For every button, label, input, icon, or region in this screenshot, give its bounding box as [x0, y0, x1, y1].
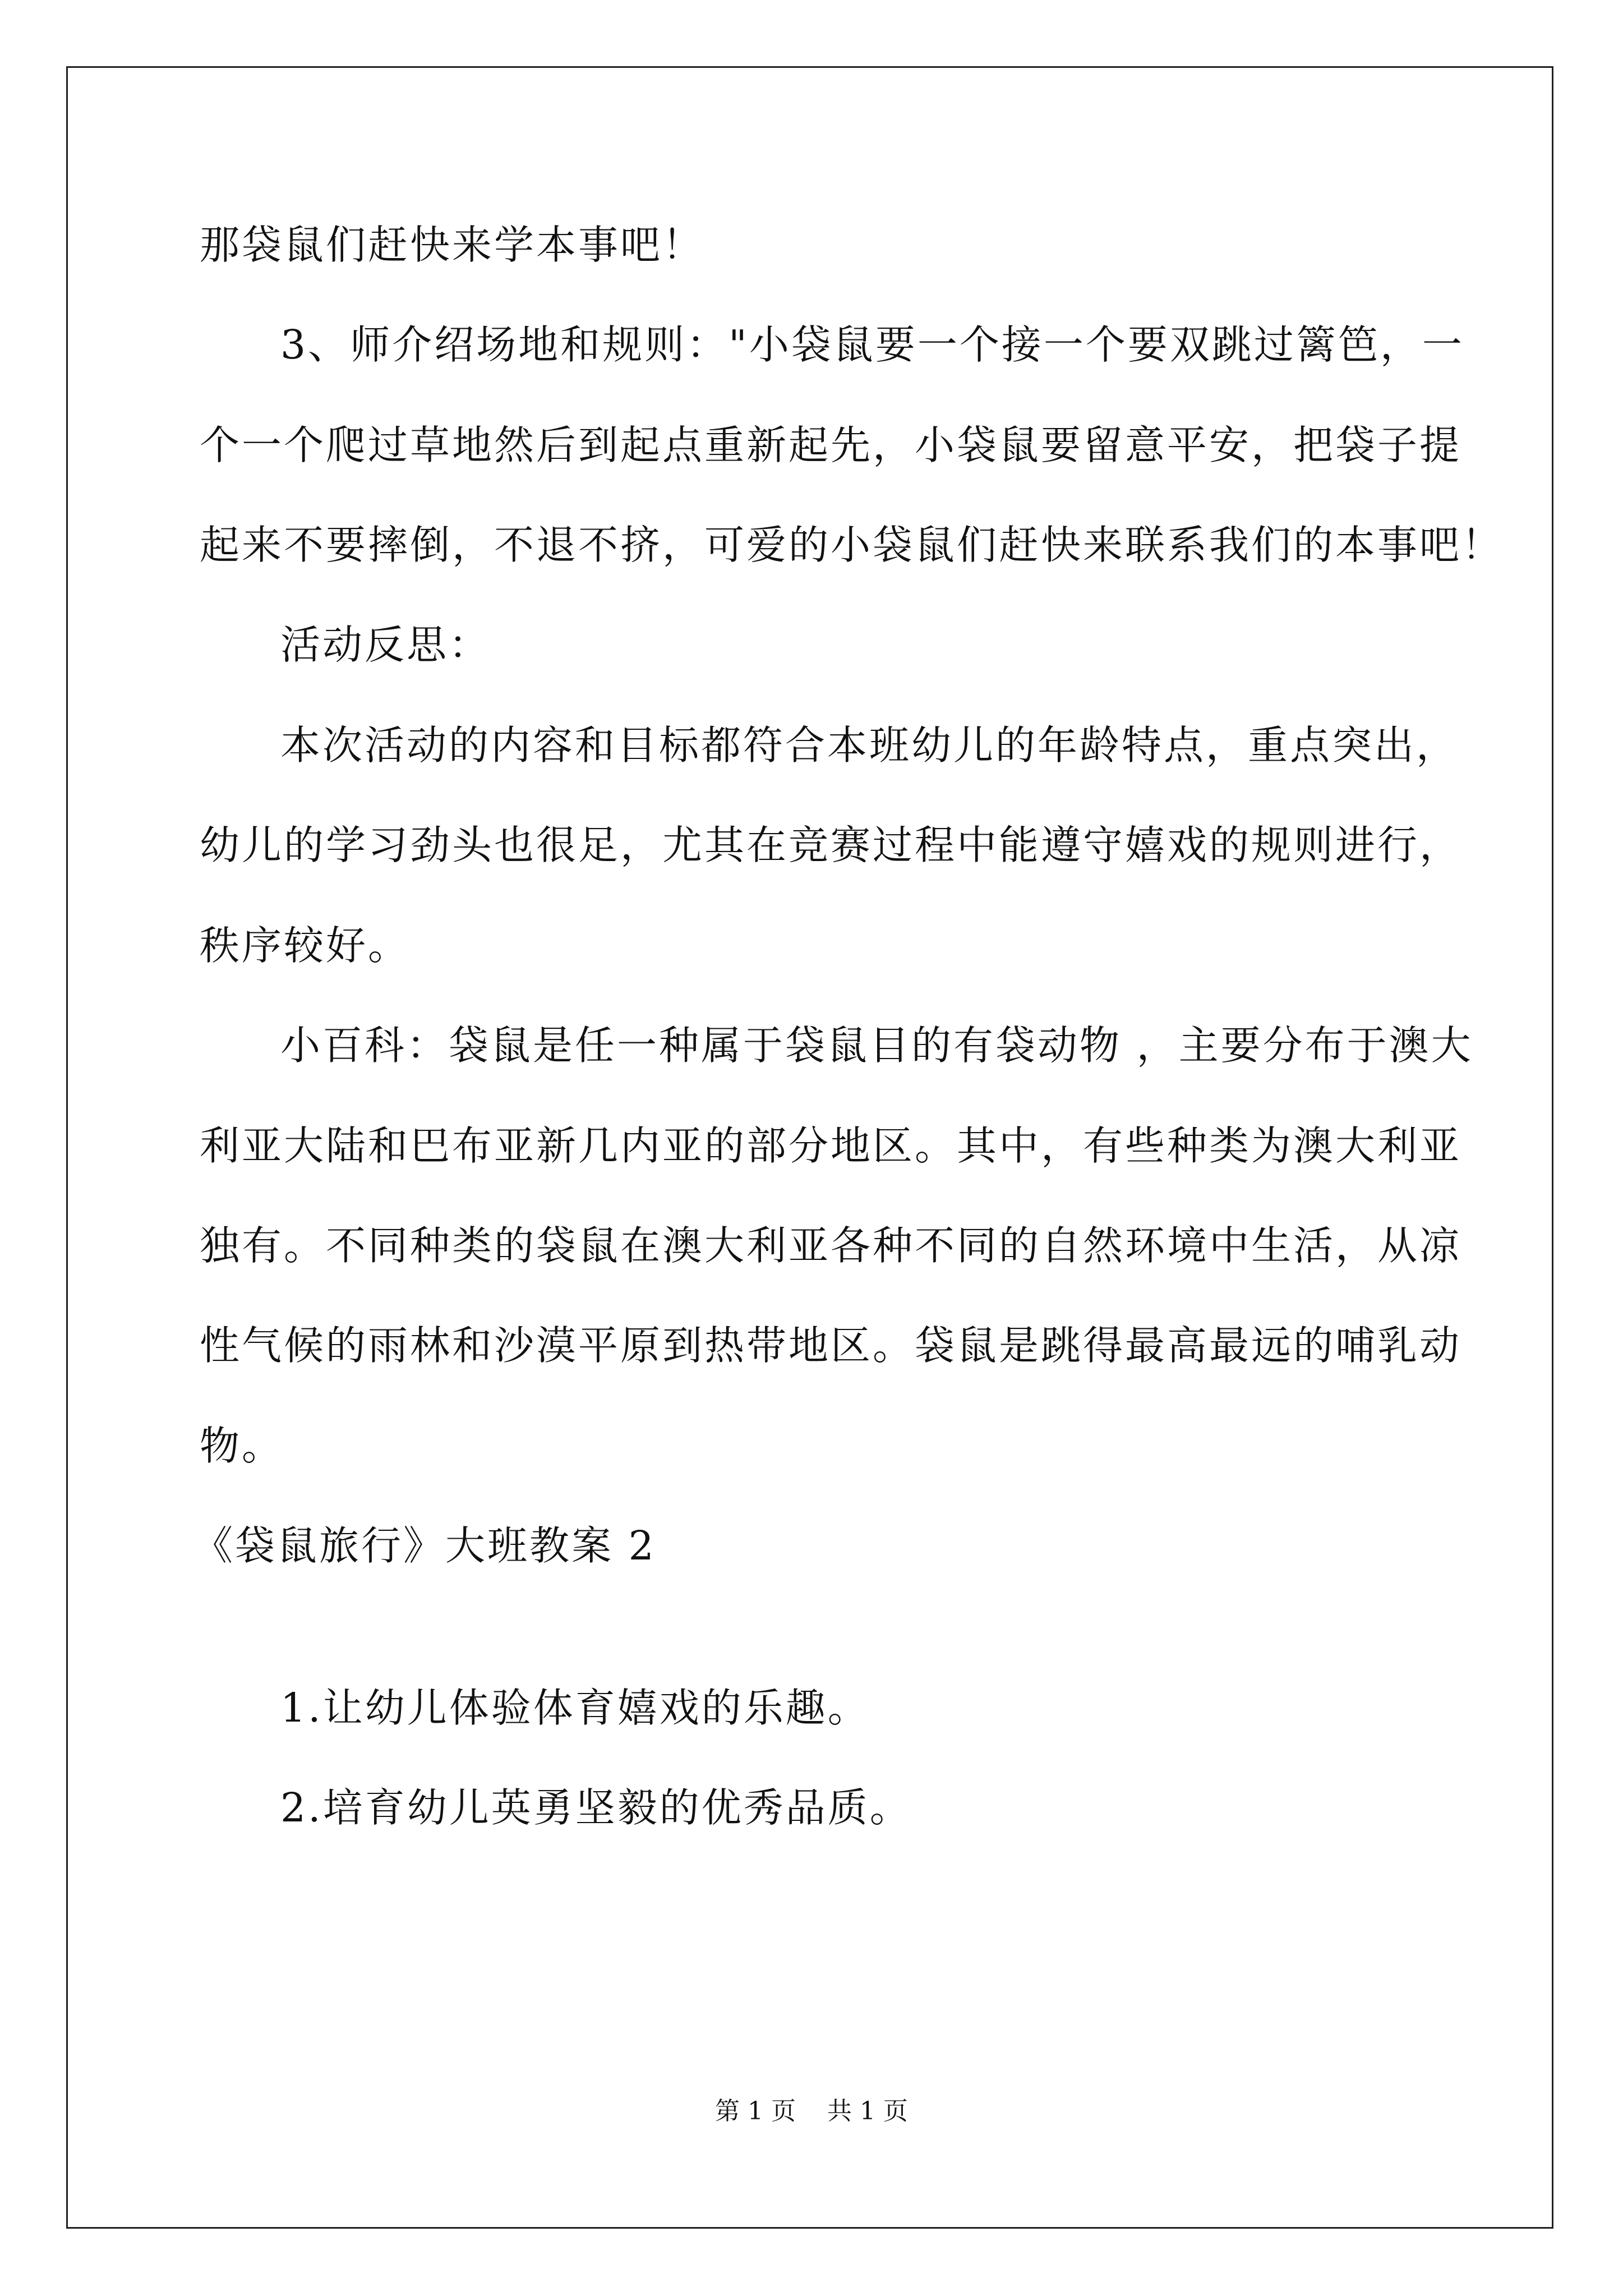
text-line: 物。: [200, 1423, 284, 1469]
text-line: 3、师介绍场地和规则："小袋鼠要一个接一个要双跳过篱笆，一: [280, 321, 1464, 368]
text-line: 小百科：袋鼠是任一种属于袋鼠目的有袋动物 ，主要分布于澳大: [280, 1022, 1473, 1069]
list-item: 2.培育幼儿英勇坚毅的优秀品质。: [280, 1784, 912, 1831]
text-line: 那袋鼠们赶快来学本事吧！: [200, 222, 705, 268]
text-line: 秩序较好。: [200, 922, 411, 969]
document-title: 《袋鼠旅行》大班教案 2: [193, 1522, 656, 1569]
list-item: 1.让幼儿体验体育嬉戏的乐趣。: [280, 1685, 870, 1731]
text-line: 幼儿的学习劲头也很足，尤其在竞赛过程中能遵守嬉戏的规则进行，: [200, 822, 1462, 868]
text-line: 起来不要摔倒，不退不挤，可爱的小袋鼠们赶快来联系我们的本事吧！: [200, 522, 1504, 568]
text-line: 独有。不同种类的袋鼠在澳大利亚各种不同的自然环境中生活，从凉: [200, 1222, 1462, 1269]
section-heading: 活动反思：: [280, 622, 491, 668]
text-line: 个一个爬过草地然后到起点重新起先，小袋鼠要留意平安，把袋子提: [200, 422, 1462, 468]
text-line: 性气候的雨林和沙漠平原到热带地区。袋鼠是跳得最高最远的哺乳动: [200, 1322, 1462, 1369]
page-number: 第 1 页 共 1 页: [715, 2097, 908, 2125]
text-line: 本次活动的内容和目标都符合本班幼儿的年龄特点，重点突出，: [280, 722, 1459, 769]
text-line: 利亚大陆和巴布亚新几内亚的部分地区。其中，有些种类为澳大利亚: [200, 1122, 1462, 1169]
